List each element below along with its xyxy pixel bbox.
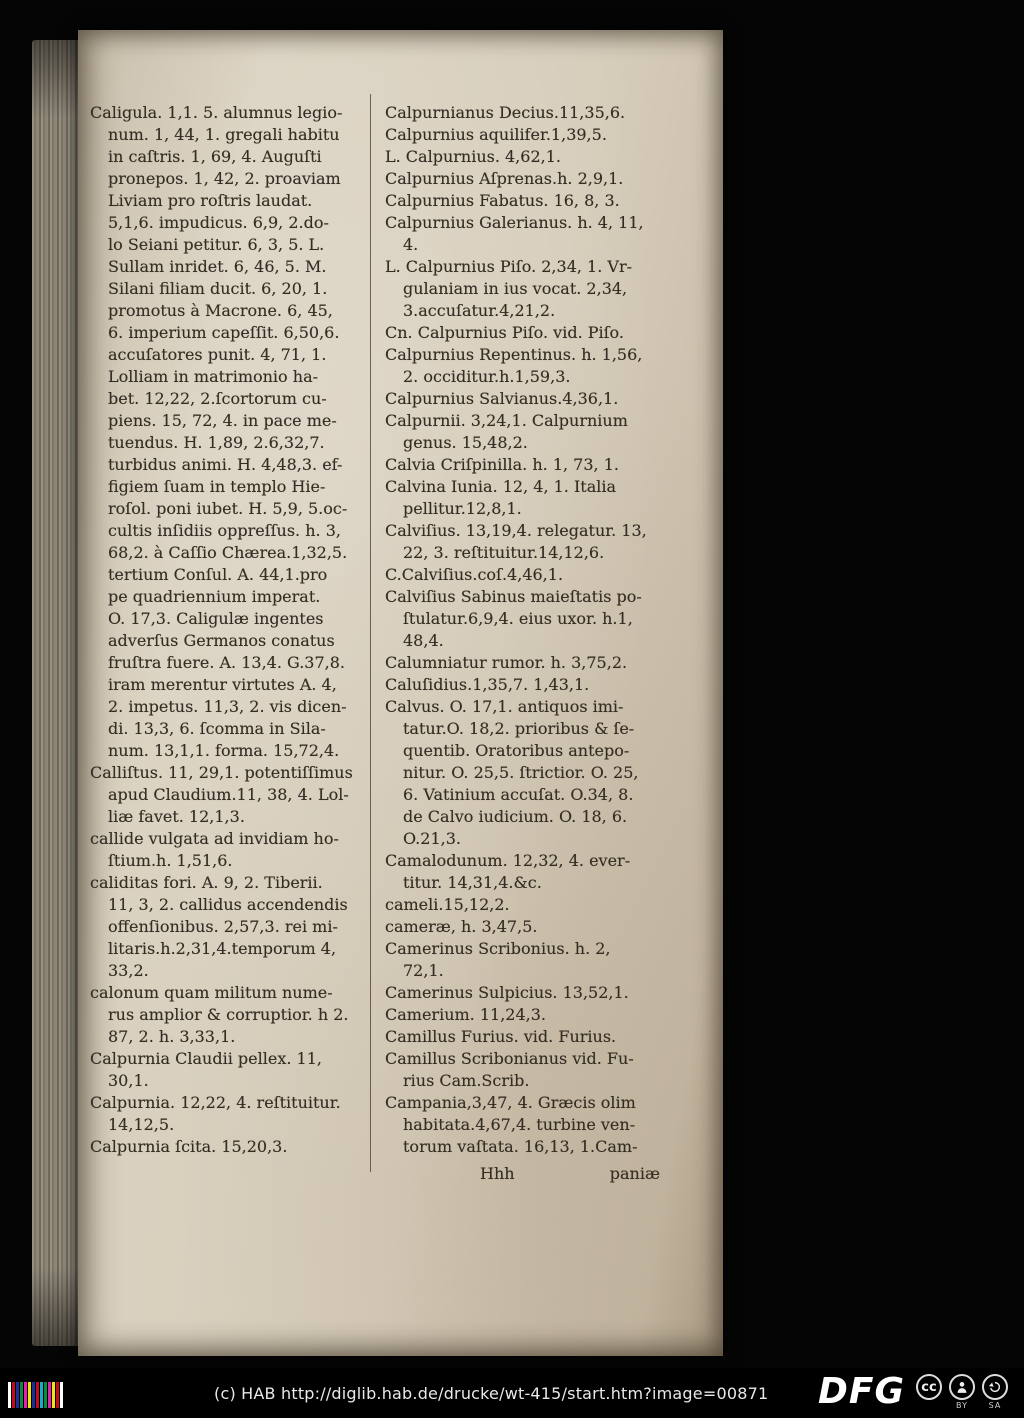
index-line: figiem ſuam in templo Hie- — [108, 477, 326, 496]
index-line: torum vaſtata. 16,13, 1.Cam- — [403, 1137, 638, 1156]
index-entry — [90, 1048, 368, 1092]
catchword-row — [480, 1164, 660, 1183]
index-line: Calpurnianus Decius.11,35,6. — [385, 103, 626, 122]
index-line: 87, 2. h. 3,33,1. — [108, 1027, 236, 1046]
index-column-left — [90, 102, 368, 1158]
index-line: 72,1. — [403, 961, 444, 980]
index-line: Calpurnius Salvianus.4,36,1. — [385, 389, 619, 408]
index-line: Sullam inridet. 6, 46, 5. M. — [108, 257, 327, 276]
index-line: 3.accuſatur.4,21,2. — [403, 301, 556, 320]
index-entry — [90, 872, 368, 982]
index-line: 11, 3, 2. callidus accendendis — [108, 895, 348, 914]
book-gutter-page-edges — [32, 40, 78, 1346]
index-line: Camalodunum. 12,32, 4. ever- — [385, 851, 631, 870]
index-line: Calvus. O. 17,1. antiquos imi- — [385, 697, 624, 716]
index-line: iram merentur virtutes A. 4, — [108, 675, 337, 694]
index-line: Calliſtus. 11, 29,1. potentiſſimus — [90, 763, 353, 782]
index-line: 33,2. — [108, 961, 149, 980]
index-entry — [90, 828, 368, 872]
index-line: adverſus Germanos conatus — [108, 631, 335, 650]
cc-by-label: BY — [956, 1401, 968, 1410]
index-line: gulaniam in ius vocat. 2,34, — [403, 279, 628, 298]
index-column-right — [385, 102, 695, 1158]
index-line: 14,12,5. — [108, 1115, 175, 1134]
index-line: Calumniatur rumor. h. 3,75,2. — [385, 653, 628, 672]
index-line: liæ favet. 12,1,3. — [108, 807, 245, 826]
index-entry — [385, 102, 695, 124]
index-line: Calpurnius aquilifer.1,39,5. — [385, 125, 607, 144]
index-line: Calpurnius Repentinus. h. 1,56, — [385, 345, 643, 364]
index-line: ſtium.h. 1,51,6. — [108, 851, 233, 870]
index-line: num. 13,1,1. forma. 15,72,4. — [108, 741, 340, 760]
index-line: 48,4. — [403, 631, 444, 650]
cc-icon-label: cc — [921, 1379, 937, 1395]
catchword: paniæ — [609, 1164, 660, 1183]
index-line: callide vulgata ad invidiam ho- — [90, 829, 339, 848]
index-line: pronepos. 1, 42, 2. proaviam — [108, 169, 341, 188]
index-line: 68,2. à Caſſio Chærea.1,32,5. — [108, 543, 348, 562]
index-line: Calpurnii. 3,24,1. Calpurnium — [385, 411, 628, 430]
index-line: Camillus Scribonianus vid. Fu- — [385, 1049, 634, 1068]
index-line: Camerium. 11,24,3. — [385, 1005, 546, 1024]
dfg-logo[interactable]: DFG — [818, 1371, 906, 1412]
index-line: caliditas fori. A. 9, 2. Tiberii. — [90, 873, 323, 892]
index-line: cultis inſidiis oppreſſus. h. 3, — [108, 521, 341, 540]
index-entry — [90, 1136, 368, 1158]
index-line: Caluſidius.1,35,7. 1,43,1. — [385, 675, 590, 694]
color-stripe — [8, 1382, 11, 1408]
footer-bar — [0, 1368, 1024, 1418]
index-line: Calvia Criſpinilla. h. 1, 73, 1. — [385, 455, 619, 474]
index-line: rius Cam.Scrib. — [403, 1071, 530, 1090]
index-line: Calpurnia Claudii pellex. 11, — [90, 1049, 322, 1068]
color-stripe — [44, 1382, 47, 1408]
index-line: Camillus Furius. vid. Furius. — [385, 1027, 617, 1046]
index-line: calonum quam militum nume- — [90, 983, 333, 1002]
index-line: Silani filiam ducit. 6, 20, 1. — [108, 279, 328, 298]
index-entry — [385, 894, 695, 916]
index-entry — [385, 410, 695, 454]
cc-sa-arrow-icon — [982, 1374, 1008, 1400]
cc-by-person-icon — [949, 1374, 975, 1400]
color-stripe — [40, 1382, 43, 1408]
color-stripe — [36, 1382, 39, 1408]
index-entry — [385, 212, 695, 256]
index-line: pellitur.12,8,1. — [403, 499, 522, 518]
index-entry — [385, 1048, 695, 1092]
color-stripe — [24, 1382, 27, 1408]
cc-sa-label: SA — [988, 1401, 1002, 1410]
column-divider-rule — [370, 94, 371, 1172]
index-entry — [385, 476, 695, 520]
color-control-strip — [8, 1382, 63, 1408]
index-line: Calpurnius Galerianus. h. 4, 11, — [385, 213, 644, 232]
index-line: Calviſius. 13,19,4. relegatur. 13, — [385, 521, 647, 540]
copyright-text: (c) HAB http://diglib.hab.de/drucke/wt-415/start.htm?image=00871 — [214, 1384, 769, 1403]
index-entry — [385, 190, 695, 212]
index-line: di. 13,3, 6. ſcomma in Sila- — [108, 719, 326, 738]
index-entry — [90, 762, 368, 828]
index-entry — [385, 388, 695, 410]
index-entry — [90, 982, 368, 1048]
index-line: in caſtris. 1, 69, 4. Auguſti — [108, 147, 322, 166]
index-entry — [385, 674, 695, 696]
index-line: 30,1. — [108, 1071, 149, 1090]
index-line: Calpurnius Aſprenas.h. 2,9,1. — [385, 169, 624, 188]
index-line: Calpurnia. 12,22, 4. reſtituitur. — [90, 1093, 341, 1112]
index-entry — [385, 1004, 695, 1026]
index-line: tertium Conſul. A. 44,1.pro — [108, 565, 328, 584]
index-line: ſtulatur.6,9,4. eius uxor. h.1, — [403, 609, 633, 628]
index-line: Cn. Calpurnius Piſo. vid. Piſo. — [385, 323, 624, 342]
index-line: accuſatores punit. 4, 71, 1. — [108, 345, 327, 364]
index-line: titur. 14,31,4.&c. — [403, 873, 542, 892]
index-line: cameræ, h. 3,47,5. — [385, 917, 538, 936]
index-line: Campania,3,47, 4. Græcis olim — [385, 1093, 636, 1112]
index-entry — [385, 168, 695, 190]
index-line: roſol. poni iubet. H. 5,9, 5.oc- — [108, 499, 348, 518]
index-line: num. 1, 44, 1. gregali habitu — [108, 125, 340, 144]
index-line: L. Calpurnius Piſo. 2,34, 1. Vr- — [385, 257, 632, 276]
color-stripe — [32, 1382, 35, 1408]
index-line: apud Claudium.11, 38, 4. Lol- — [108, 785, 349, 804]
index-line: quentib. Oratoribus antepo- — [403, 741, 630, 760]
index-line: Calpurnia ſcita. 15,20,3. — [90, 1137, 288, 1156]
index-entry — [385, 564, 695, 586]
index-line: pe quadriennium imperat. — [108, 587, 321, 606]
index-line: de Calvo iudicium. O. 18, 6. — [403, 807, 628, 826]
index-line: fruſtra fuere. A. 13,4. G.37,8. — [108, 653, 346, 672]
index-line: Liviam pro roſtris laudat. — [108, 191, 313, 210]
index-line: genus. 15,48,2. — [403, 433, 528, 452]
cc-icon — [916, 1374, 942, 1400]
index-line: habitata.4,67,4. turbine ven- — [403, 1115, 636, 1134]
index-entry — [385, 322, 695, 344]
index-line: Camerinus Sulpicius. 13,52,1. — [385, 983, 629, 1002]
index-entry — [385, 586, 695, 652]
index-line: turbidus animi. H. 4,48,3. ef- — [108, 455, 343, 474]
index-entry — [385, 454, 695, 476]
index-entry — [385, 938, 695, 982]
index-entry — [385, 652, 695, 674]
color-stripe — [16, 1382, 19, 1408]
index-line: 2. occiditur.h.1,59,3. — [403, 367, 571, 386]
book-page — [78, 30, 723, 1356]
index-line: O.21,3. — [403, 829, 461, 848]
index-line: nitur. O. 25,5. ſtrictior. O. 25, — [403, 763, 639, 782]
index-line: 4. — [403, 235, 419, 254]
index-entry — [90, 102, 368, 762]
index-line: litaris.h.2,31,4.temporum 4, — [108, 939, 337, 958]
index-line: rus amplior & corruptior. h 2. — [108, 1005, 349, 1024]
index-line: Calvina Iunia. 12, 4, 1. Italia — [385, 477, 617, 496]
index-line: tuendus. H. 1,89, 2.6,32,7. — [108, 433, 325, 452]
index-entry — [385, 850, 695, 894]
index-line: Camerinus Scribonius. h. 2, — [385, 939, 611, 958]
index-entry — [385, 520, 695, 564]
index-line: lo Seiani petitur. 6, 3, 5. L. — [108, 235, 325, 254]
index-line: piens. 15, 72, 4. in pace me- — [108, 411, 337, 430]
index-entry — [385, 146, 695, 168]
color-stripe — [28, 1382, 31, 1408]
index-line: tatur.O. 18,2. prioribus & ſe- — [403, 719, 635, 738]
index-entry — [385, 1092, 695, 1158]
index-line: Lolliam in matrimonio ha- — [108, 367, 319, 386]
color-stripe — [20, 1382, 23, 1408]
color-stripe — [60, 1382, 63, 1408]
index-line: Caligula. 1,1. 5. alumnus legio- — [90, 103, 343, 122]
color-stripe — [12, 1382, 15, 1408]
index-entry — [385, 344, 695, 388]
index-line: C.Calviſius.coſ.4,46,1. — [385, 565, 564, 584]
color-stripe — [48, 1382, 51, 1408]
index-line: O. 17,3. Caligulæ ingentes — [108, 609, 324, 628]
signature-mark: Hhh — [480, 1164, 515, 1183]
index-line: 6. Vatinium accuſat. O.34, 8. — [403, 785, 634, 804]
index-line: bet. 12,22, 2.ſcortorum cu- — [108, 389, 327, 408]
color-stripe — [52, 1382, 55, 1408]
cc-license-badge[interactable] — [916, 1374, 1008, 1410]
index-entry — [385, 982, 695, 1004]
index-line: Calviſius Sabinus maieſtatis po- — [385, 587, 642, 606]
index-entry — [385, 696, 695, 850]
index-line: offenſionibus. 2,57,3. rei mi- — [108, 917, 338, 936]
index-line: 6. imperium capeſſit. 6,50,6. — [108, 323, 340, 342]
index-line: 2. impetus. 11,3, 2. vis dicen- — [108, 697, 347, 716]
index-line: L. Calpurnius. 4,62,1. — [385, 147, 561, 166]
index-entry — [385, 1026, 695, 1048]
index-entry — [385, 124, 695, 146]
color-stripe — [56, 1382, 59, 1408]
index-line: cameli.15,12,2. — [385, 895, 510, 914]
index-entry — [385, 916, 695, 938]
index-entry — [385, 256, 695, 322]
index-line: Calpurnius Fabatus. 16, 8, 3. — [385, 191, 620, 210]
index-line: 22, 3. reſtituitur.14,12,6. — [403, 543, 605, 562]
index-line: 5,1,6. impudicus. 6,9, 2.do- — [108, 213, 329, 232]
index-entry — [90, 1092, 368, 1136]
index-line: promotus à Macrone. 6, 45, — [108, 301, 333, 320]
